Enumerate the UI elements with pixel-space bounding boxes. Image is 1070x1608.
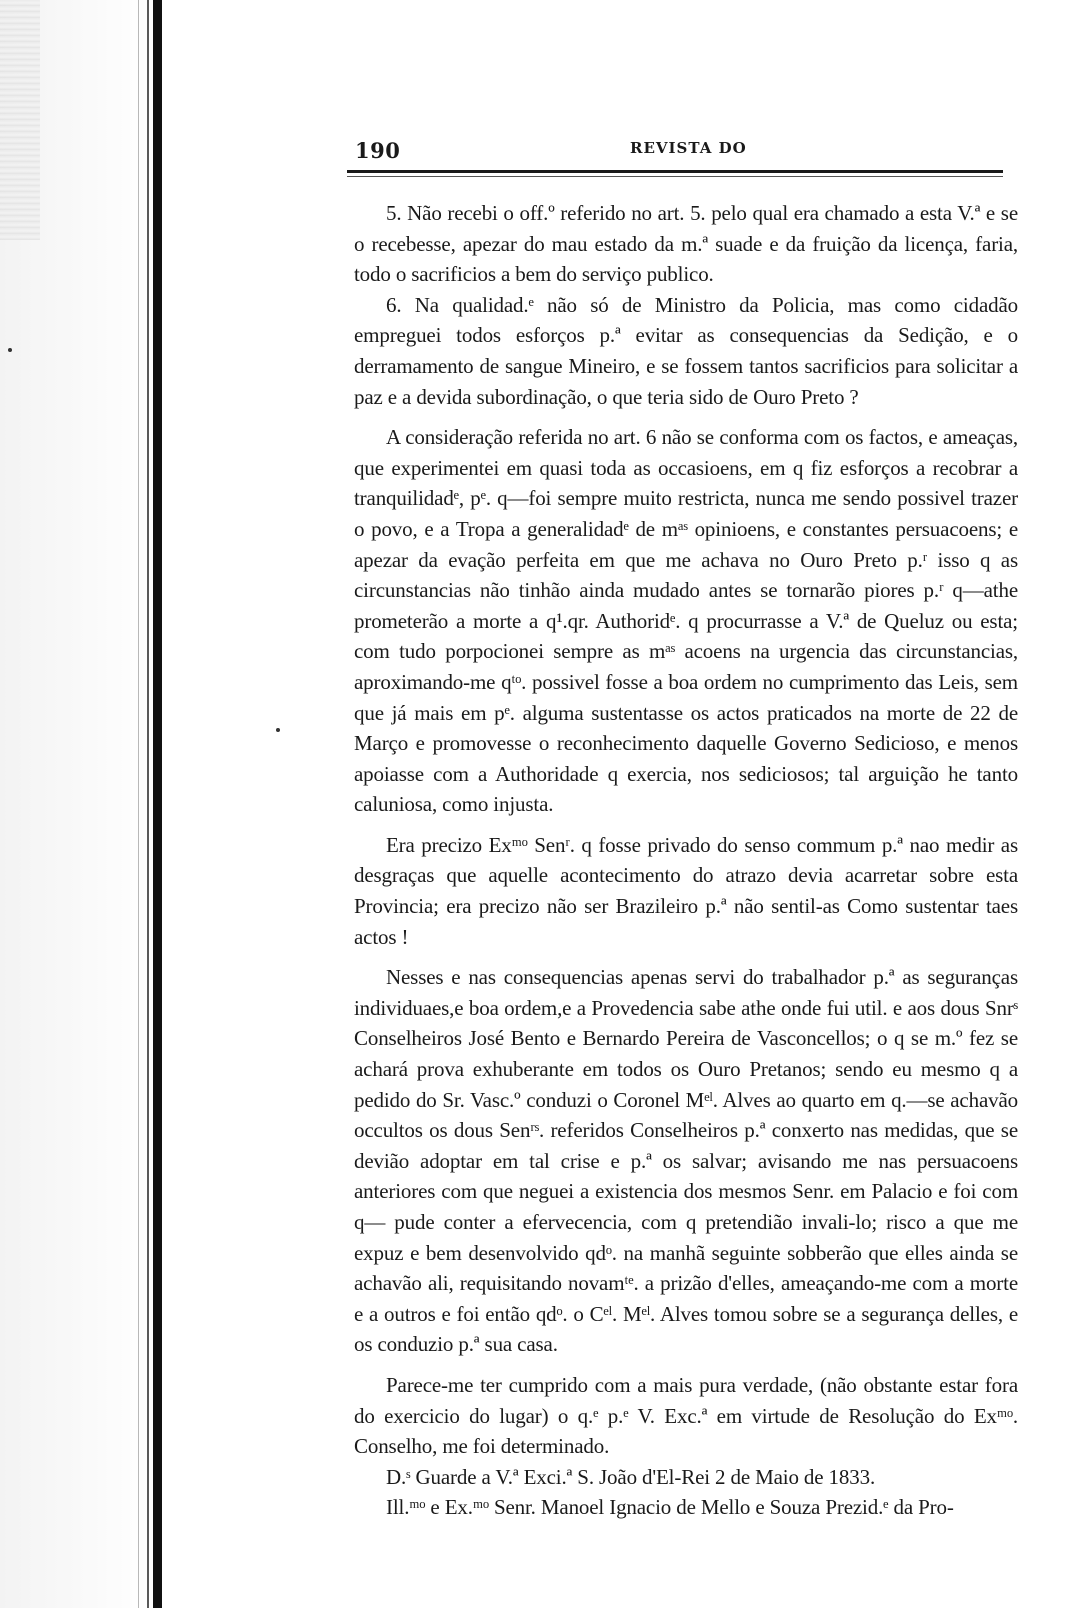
margin-scan-noise bbox=[0, 0, 40, 240]
binding-spine-line bbox=[153, 0, 162, 1608]
paragraph-consequencias: Nesses e nas consequencias apenas servi do trabalhador p.ª as seguranças individuaes,e boa ordem,e a Provedencia sabe athe onde fui util. e aos dous Snrˢ Conselheiros José Bento e Bernardo Pereira de Vasconcellos; o q se m.º fez se achará prova exhuberante em todos os Ouro Pretanos; sendo eu mesmo q a pedido do Sr. Vasc.º conduzi o Coronel Mᵉˡ. Alves ao quarto em q.—se achavão occultos os dous Senʳˢ. referidos Conselheiros p.ª conxerto nas medidas, que se devião adoptar em tal crise e p.ª os salvar; avisando me nas persuacoens anteriores com que neguei a existencia dos mesmos Senr. em Palacio e foi com q— pude conter a efervecencia, com q pretendião invali-lo; risco a que me expuz e bem desenvolvido qdᵒ. na manhã seguinte sobberão que elles ainda se achavão ali, requisitando novamᵗᵉ. a prizão d'elles, ameaçando-me com a morte e a outros e foi então qdᵒ. o Cᵉˡ. Mᵉˡ. Alves tomou sobre se a segurança delles, e os conduzio p.ª sua casa. bbox=[354, 965, 1018, 1357]
page-number: 190 bbox=[355, 138, 401, 163]
paragraph-consideration: A consideração referida no art. 6 não se conforma com os factos, e ameaças, que experimentei em quasi toda as occasioens, em q fiz esforços a recobrar a tranquilidadᵉ, pᵉ. q—foi sempre muito restricta, nunca me sendo possivel trazer o povo, e a Tropa a generalidadᵉ de mᵃˢ opinioens, e constantes persuacoens; e apezar da evação perfeita em que me achava no Ouro Preto p.ʳ isso q as circunstancias não tinhão ainda mudado antes se tornarão piores p.ʳ q—athe prometerão a morte a q¹.qr. Authoridᵉ. q procurrasse a V.ª de Queluz ou esta; com tudo porpocionei sempre as mᵃˢ acoens na urgencia das circunstancias, aproximando-me qᵗᵒ. possivel fosse a boa ordem no cumprimento das Leis, sem que já mais em pᵉ. alguma sustentasse os actos praticados na morte de 22 de Março e promovesse o reconhecimento daquelle Governo Sedicioso, e menos apoiasse com a Authoridade q exercia, nos sediciosos; tal arguição he tanto caluniosa, como injusta. bbox=[354, 425, 1018, 817]
addressee-line: Ill.ᵐᵒ e Ex.ᵐᵒ Senr. Manoel Ignacio de Mello e Souza Prezid.ᵉ da Pro- bbox=[386, 1495, 954, 1520]
binding-edge-line bbox=[138, 0, 139, 1608]
paragraph-item-5: 5. Não recebi o off.º referido no art. 5. pelo qual era chamado a esta V.ª e se o recebesse, apezar do mau estado da m.ª suade e da fruição da licença, faria, todo o sacrificios a bem do serviço publico. bbox=[354, 201, 1018, 287]
paragraph-precizo: Era precizo Exᵐᵒ Senʳ. q fosse privado do senso commum p.ª nao medir as desgraças que aquelle acontecimento do atrazo devia acarretar sobre esta Provincia; era precizo não ser Brazileiro p.ª não sentil-as Como sustentar taes actos ! bbox=[354, 832, 1018, 949]
header-rule bbox=[347, 176, 1003, 177]
binding-margin bbox=[0, 0, 150, 1608]
closing-salutation: D.ˢ Guarde a V.ª Exci.ª S. João d'El-Rei 2 de Maio de 1833. bbox=[386, 1464, 876, 1489]
scan-speck bbox=[276, 728, 280, 732]
header-rule bbox=[347, 170, 1003, 173]
running-title: REVISTA DO bbox=[630, 139, 747, 157]
paragraph-conclusion: Parece-me ter cumprido com a mais pura verdade, (não obstante estar fora do exercicio do lugar) o q.ᵉ p.ᵉ V. Exc.ª em virtude de Resolução do Exᵐᵒ. Conselho, me foi determinado. bbox=[354, 1372, 1018, 1459]
binding-edge-line bbox=[147, 0, 149, 1608]
scan-speck bbox=[8, 348, 12, 352]
body-text bbox=[354, 198, 1018, 1523]
paragraph-item-6: 6. Na qualidad.ᵉ não só de Ministro da Policia, mas como cidadão empreguei todos esforços p.ª evitar as consequencias da Sedição, e o derramamento de sangue Mineiro, e se fossem tantos sacrificios para solicitar a paz e a devida subordinação, o que teria sido de Ouro Preto ? bbox=[354, 292, 1018, 409]
